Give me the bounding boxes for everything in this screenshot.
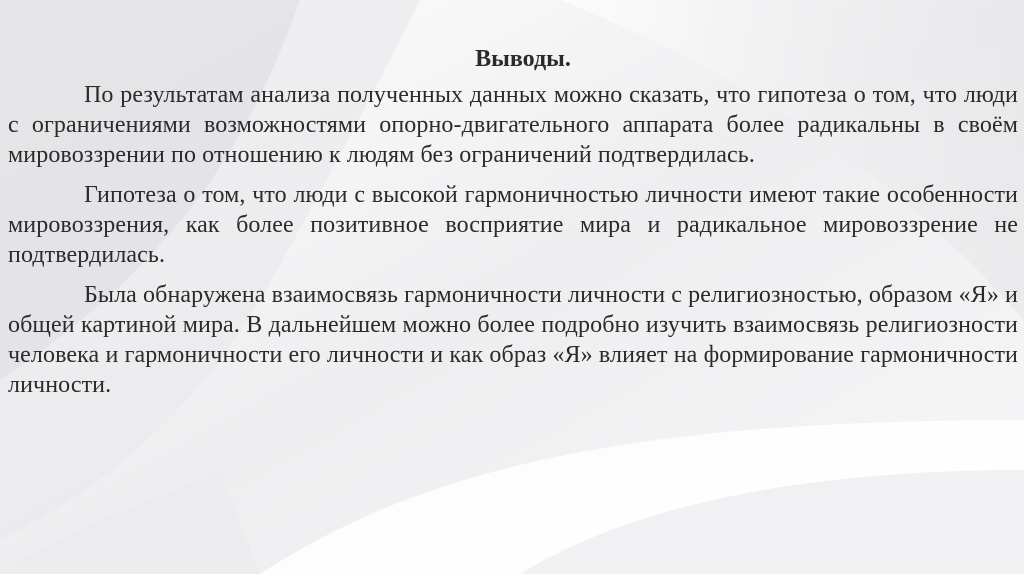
paragraph-1: По результатам анализа полученных данных можно сказать, что гипотеза о том, что люди с ограничениями возможностями опорно-двигательного аппарата более радикальны в своём мировоззрении по отношению к людям без ограничений подтвердилась. — [8, 82, 1018, 168]
slide-content — [8, 44, 1018, 410]
paragraph-3: Была обнаружена взаимосвязь гармоничности личности с религиозностью, образом «Я» и общей картиной мира. В дальнейшем можно более подробно изучить взаимосвязь религиозности человека и гармоничности его личности и как образ «Я» влияет на формирование гармоничности личности. — [8, 282, 1018, 398]
slide-title: Выводы. — [475, 46, 571, 72]
paragraph-2: Гипотеза о том, что люди с высокой гармоничностью личности имеют такие особенности мировоззрения, как более позитивное восприятие мира и радикальное мировоззрение не подтвердилась. — [8, 182, 1018, 268]
